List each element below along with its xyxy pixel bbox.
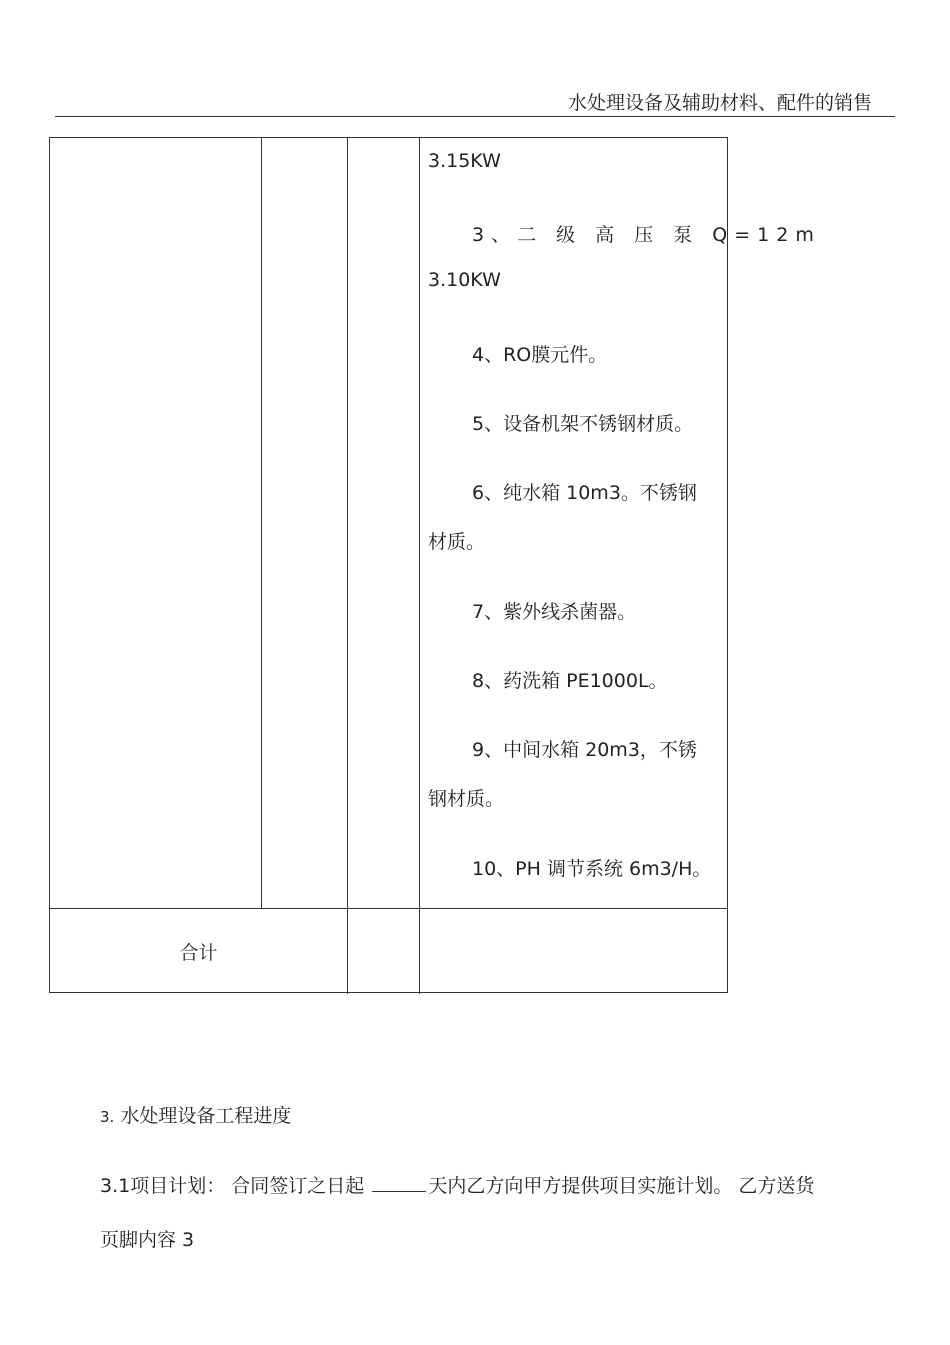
header-title: 水处理设备及辅助材料、配件的销售 — [567, 92, 872, 114]
table-row-divider — [50, 908, 727, 909]
spec-table — [49, 137, 821, 993]
total-label: 合计 — [179, 942, 218, 964]
spec-line: 钢材质。 — [428, 788, 505, 810]
header-divider — [55, 116, 895, 117]
section-heading — [100, 1101, 291, 1128]
spec-line: 材质。 — [428, 531, 486, 553]
footer-text: 页脚内容 3 — [100, 1229, 195, 1251]
spec-line: 9、中间水箱 20m3，不锈 — [472, 739, 697, 761]
plan-text-after: 天内乙方向甲方提供项目实施计划。 乙方送货 — [428, 1175, 815, 1197]
spec-line: 8、药洗箱 PE1000L。 — [472, 670, 668, 692]
spec-line: 6、纯水箱 10m3。不锈钢 — [472, 482, 697, 504]
section-title: 水处理设备工程进度 — [120, 1105, 292, 1127]
project-plan-paragraph — [100, 1171, 814, 1198]
spec-line: 4、RO膜元件。 — [472, 344, 608, 366]
plan-text-before: 3.1项目计划： 合同签订之日起 — [100, 1175, 365, 1197]
spec-line: 3.15KW — [428, 150, 501, 172]
section-number: 3. — [100, 1108, 115, 1126]
table-column-divider — [261, 138, 262, 908]
spec-line: 5、设备机架不锈钢材质。 — [472, 413, 694, 435]
blank-field — [372, 1177, 426, 1192]
spec-line: 10、PH 调节系统 6m3/H。 — [472, 858, 712, 880]
table-column-divider — [419, 138, 420, 994]
spec-line: 3、二 级 高 压 泵 Q=12m — [472, 224, 821, 246]
table-column-divider — [347, 138, 348, 994]
spec-line: 3.10KW — [428, 269, 501, 291]
spec-line: 7、紫外线杀菌器。 — [472, 601, 637, 623]
